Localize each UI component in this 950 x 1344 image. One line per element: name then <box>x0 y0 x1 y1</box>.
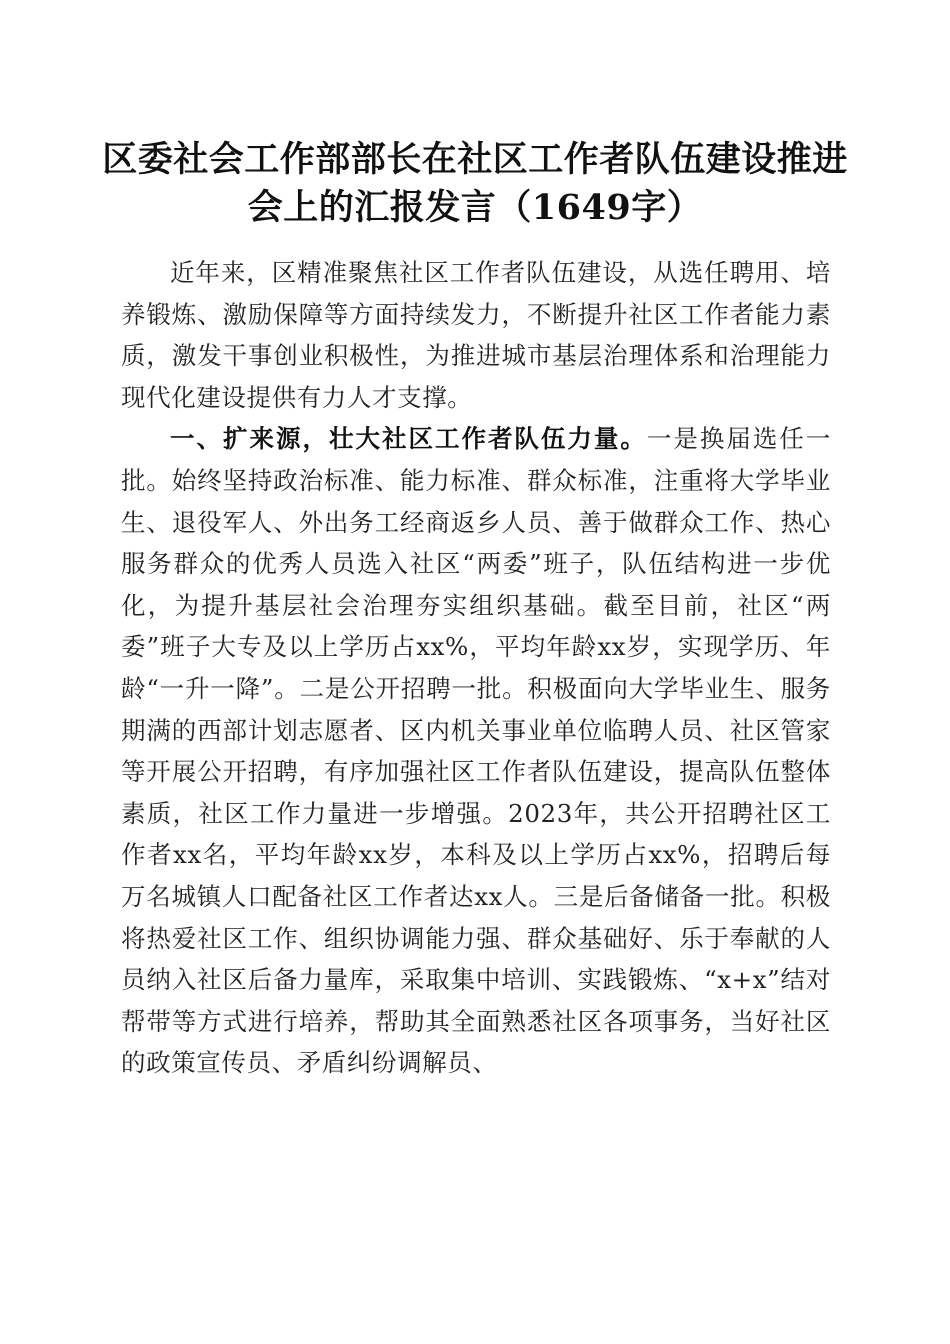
section-one-heading: 一、扩来源，壮大社区工作者队伍力量。 <box>170 424 647 454</box>
section-one-text: 一是换届选任一批。始终坚持政治标准、能力标准、群众标准，注重将大学毕业生、退役军人、外出务工经商返乡人员、善于做群众工作、热心服务群众的优秀人员选入社区“两委”班子，队伍结构进一步优化，为提升基层社会治理夯实组织基础。截至目前，社区“两委”班子大专及以上学历占xx%，平均年龄xx岁，实现学历、年龄“一升一降”。二是公开招聘一批。积极面向大学毕业生、服务期满的西部计划志愿者、区内机关事业单位临聘人员、社区管家等开展公开招聘，有序加强社区工作者队伍建设，提高队伍整体素质，社区工作力量进一步增强。2023年，共公开招聘社区工作者xx名，平均年龄xx岁，本科及以上学历占xx%，招聘后每万名城镇人口配备社区工作者达xx人。三是后备储备一批。积极将热爱社区工作、组织协调能力强、群众基础好、乐于奉献的人员纳入社区后备力量库，采取集中培训、实践锻炼、“x+x”结对帮带等方式进行培养，帮助其全面熟悉社区各项事务，当好社区的政策宣传员、矛盾纠纷调解员、 <box>121 424 831 1078</box>
paragraph-intro-text: 近年来，区精准聚焦社区工作者队伍建设，从选任聘用、培养锻炼、激励保障等方面持续发力，不断提升社区工作者能力素质，激发干事创业积极性，为推进城市基层治理体系和治理能力现代化建设提供有力人才支撑。 <box>121 258 831 412</box>
document-body <box>121 252 831 1084</box>
paragraph-section-one <box>121 418 831 1084</box>
document-title: 区委社会工作部部长在社区工作者队伍建设推进会上的汇报发言（1649字） <box>102 139 848 228</box>
paragraph-intro <box>121 252 831 418</box>
